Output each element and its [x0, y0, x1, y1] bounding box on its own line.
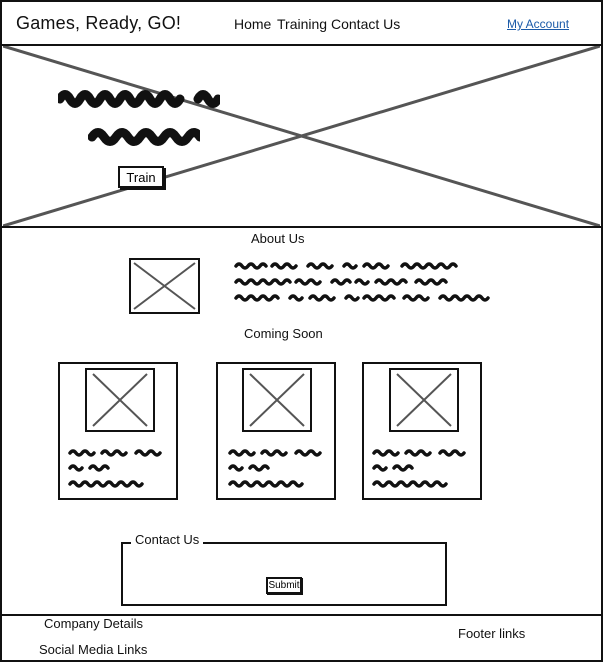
footer-links[interactable]: Footer links — [458, 626, 526, 641]
my-account-link[interactable]: My Account — [507, 17, 570, 31]
nav-home[interactable]: Home — [234, 16, 272, 32]
card-text-scribble — [228, 448, 334, 490]
about-text-scribble — [234, 260, 510, 304]
about-image-placeholder — [129, 258, 200, 314]
card-image-placeholder — [242, 368, 312, 432]
contact-form — [121, 542, 447, 606]
nav-training[interactable]: Training — [277, 16, 328, 32]
coming-soon-card-2[interactable] — [216, 362, 336, 500]
contact-legend: Contact Us — [131, 532, 203, 547]
nav-contact-us[interactable]: Contact Us — [331, 16, 401, 32]
hero-subline-scribble — [88, 126, 200, 148]
train-button[interactable]: Train — [118, 166, 164, 188]
footer-company-details[interactable]: Company Details — [44, 616, 143, 631]
card-text-scribble — [68, 448, 174, 490]
coming-soon-card-1[interactable] — [58, 362, 178, 500]
about-title: About Us — [251, 231, 305, 246]
footer-social-links[interactable]: Social Media Links — [39, 642, 148, 657]
coming-soon-title: Coming Soon — [244, 326, 323, 341]
card-text-scribble — [372, 448, 478, 490]
coming-soon-card-3[interactable] — [362, 362, 482, 500]
hero-divider — [0, 226, 603, 228]
hero-headline-scribble — [58, 88, 220, 110]
card-image-placeholder — [389, 368, 459, 432]
card-image-placeholder — [85, 368, 155, 432]
brand-title[interactable]: Games, Ready, GO! — [16, 13, 182, 33]
submit-button[interactable]: Submit — [266, 577, 302, 594]
